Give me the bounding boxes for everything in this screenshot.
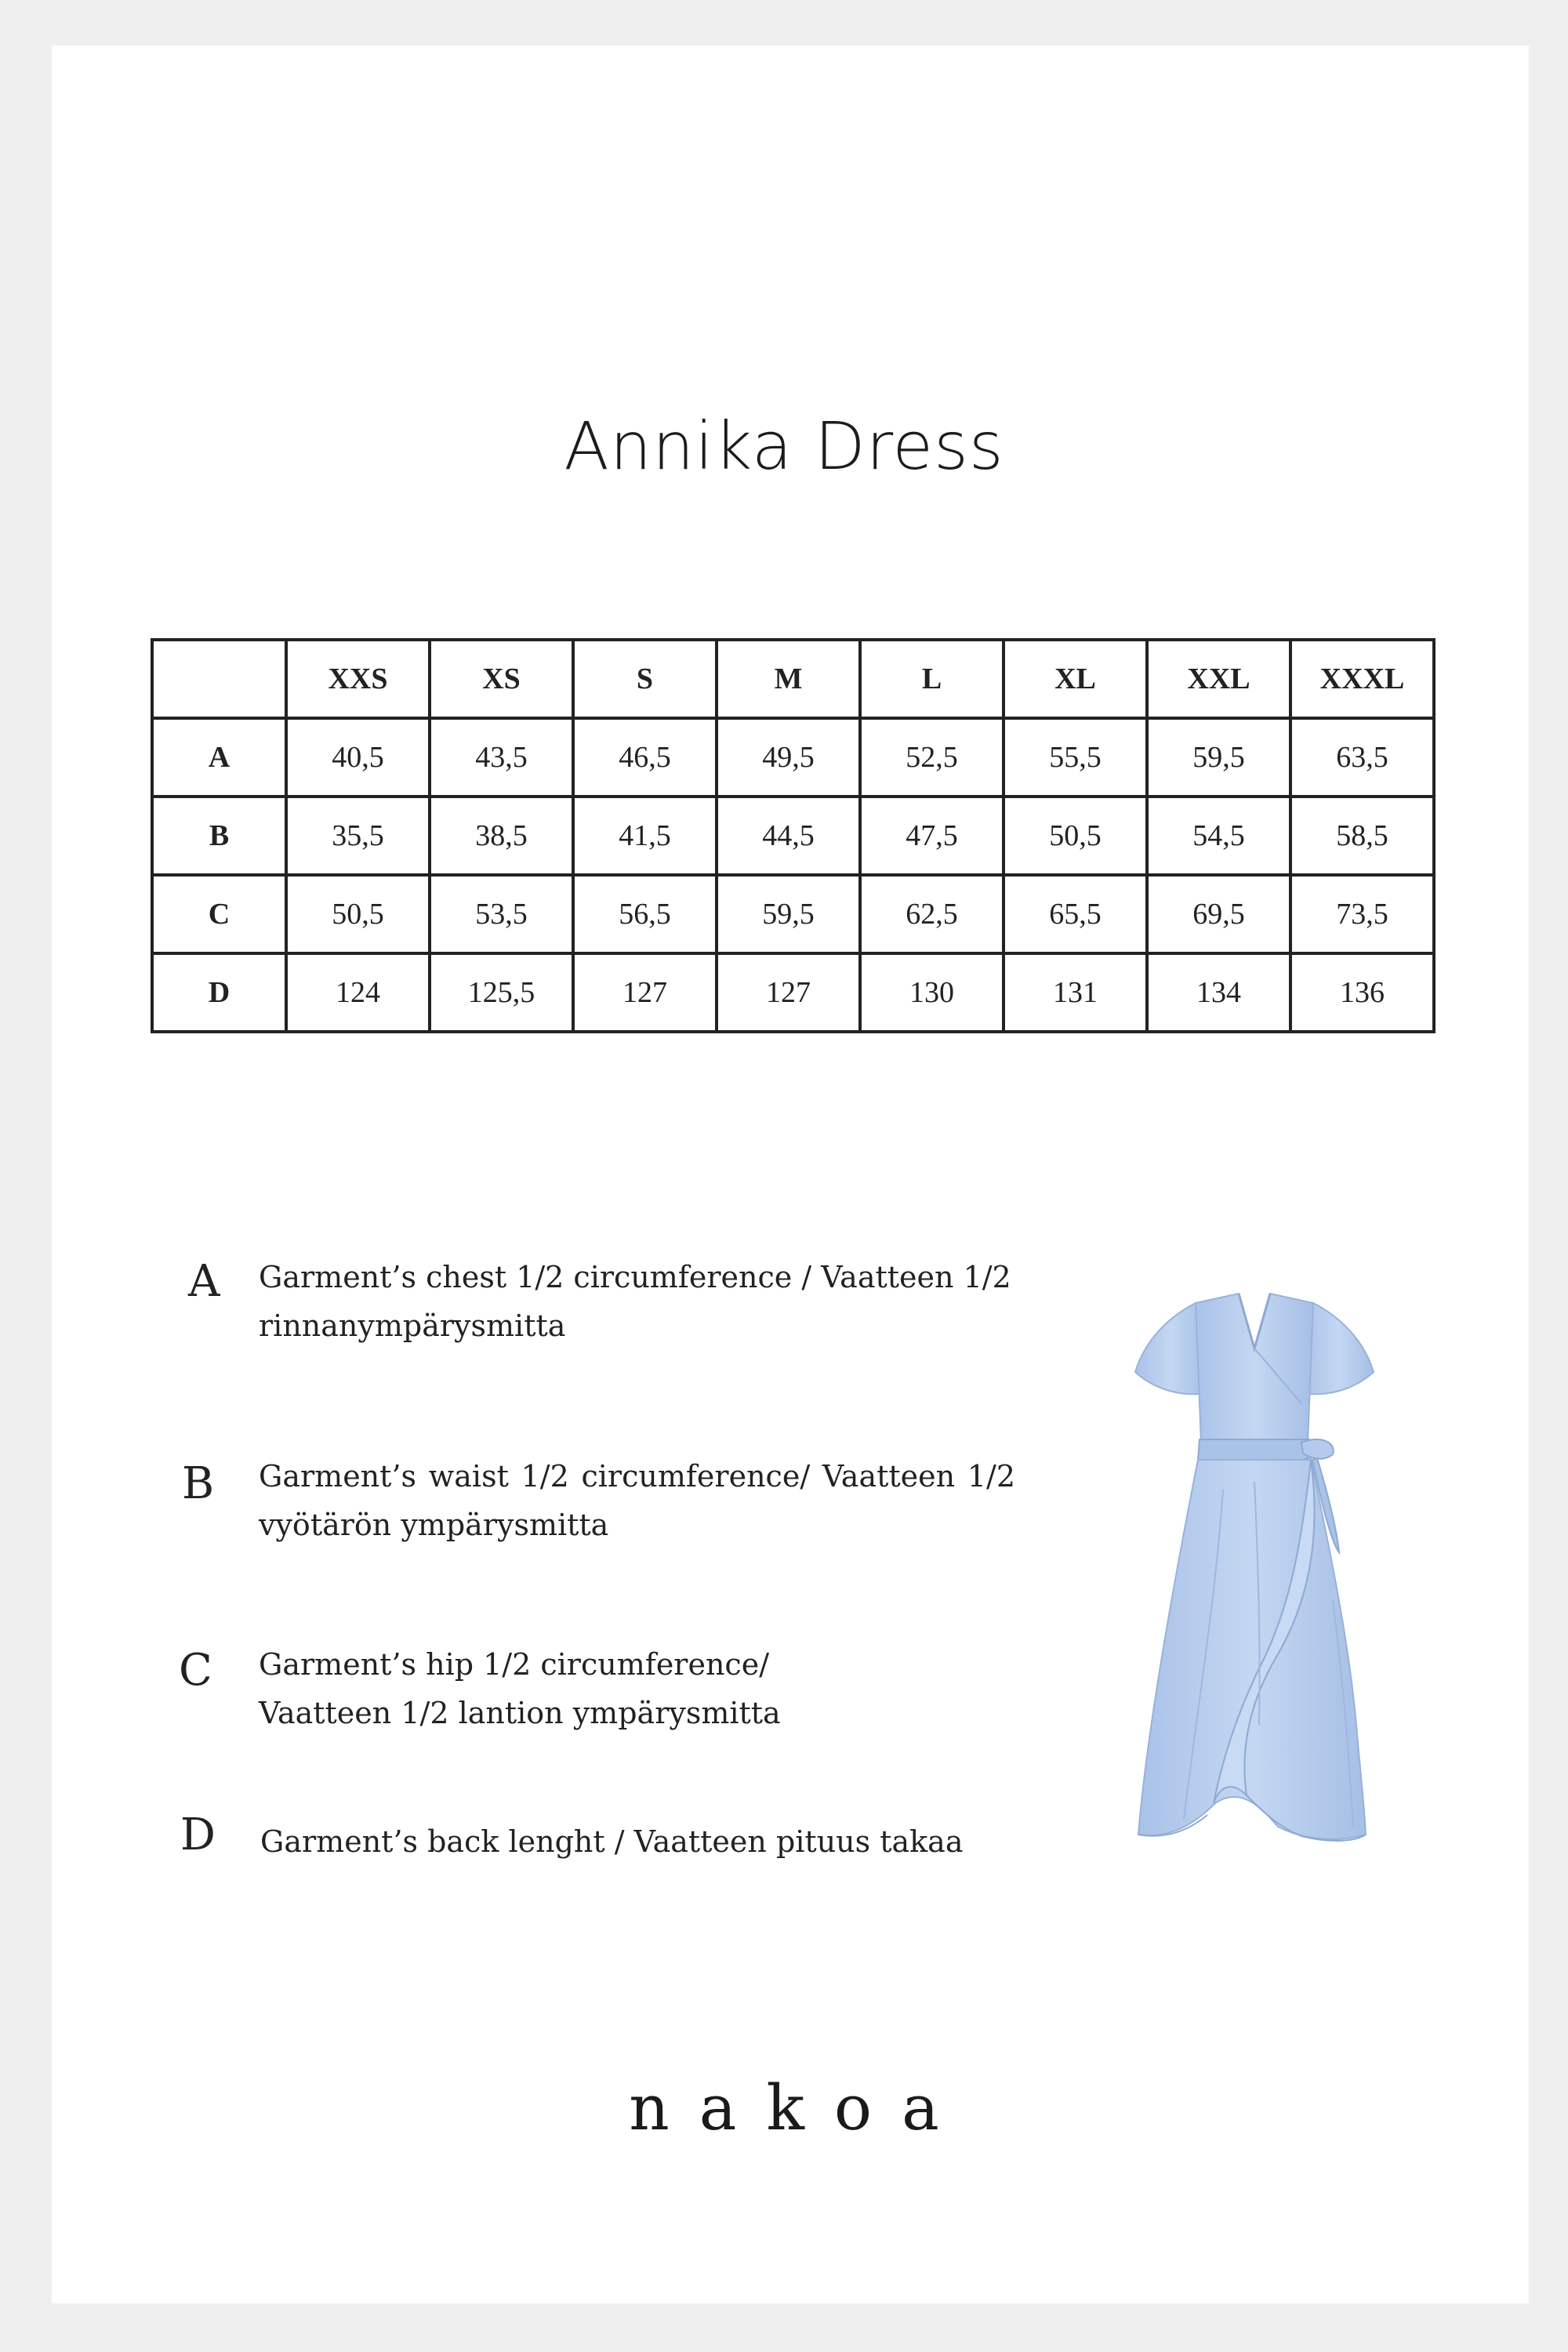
dress-bodice — [1196, 1294, 1313, 1443]
table-row — [152, 797, 1434, 875]
dress-bow — [1301, 1439, 1334, 1459]
table-cell: 43,5 — [430, 718, 573, 797]
table-cell: 73,5 — [1290, 875, 1434, 953]
table-cell: 65,5 — [1004, 875, 1147, 953]
page-card — [52, 45, 1529, 2303]
page-title: Annika Dress — [564, 408, 1004, 485]
table-row-label: D — [152, 953, 286, 1032]
table-cell: 62,5 — [860, 875, 1004, 953]
table-header-size: XXL — [1147, 640, 1290, 718]
table-cell: 59,5 — [717, 875, 860, 953]
legend-letter-c: C — [179, 1645, 212, 1696]
table-cell: 55,5 — [1004, 718, 1147, 797]
table-cell: 47,5 — [860, 797, 1004, 875]
table-cell: 130 — [860, 953, 1004, 1032]
table-cell: 49,5 — [717, 718, 860, 797]
legend-letter-a: A — [188, 1256, 220, 1307]
legend-line: Garment’s chest 1/2 circumference / Vaatteen 1/2 — [259, 1260, 1011, 1294]
legend-line: Vaatteen 1/2 lantion ympärysmitta — [259, 1696, 781, 1730]
table-cell: 63,5 — [1290, 718, 1434, 797]
brand-logo: nakoa — [629, 2071, 969, 2144]
legend-line: rinnanympärysmitta — [259, 1308, 566, 1343]
table-row-label: C — [152, 875, 286, 953]
table-header-size: XL — [1004, 640, 1147, 718]
table-cell: 41,5 — [573, 797, 717, 875]
legend-text-d — [260, 1817, 1017, 1866]
table-header-size: S — [573, 640, 717, 718]
legend-letter-d: D — [180, 1809, 216, 1860]
table-row — [152, 718, 1434, 797]
table-cell: 50,5 — [286, 875, 430, 953]
table-cell: 127 — [717, 953, 860, 1032]
legend-letter-b: B — [182, 1458, 215, 1509]
legend-text-a — [259, 1253, 1015, 1350]
table-cell: 134 — [1147, 953, 1290, 1032]
table-cell: 46,5 — [573, 718, 717, 797]
table-row — [152, 875, 1434, 953]
table-cell: 56,5 — [573, 875, 717, 953]
table-cell: 44,5 — [717, 797, 860, 875]
dress-belt — [1198, 1439, 1311, 1460]
table-header-size: XXS — [286, 640, 430, 718]
legend-line: Garment’s back lenght / Vaatteen pituus takaa — [260, 1824, 964, 1859]
table-cell: 136 — [1290, 953, 1434, 1032]
table-cell: 69,5 — [1147, 875, 1290, 953]
dress-left-sleeve — [1135, 1303, 1206, 1394]
table-header-size: XS — [430, 640, 573, 718]
table-header-size: L — [860, 640, 1004, 718]
table-row — [152, 953, 1434, 1032]
dress-image — [1121, 1286, 1388, 1850]
table-cell: 52,5 — [860, 718, 1004, 797]
table-cell: 131 — [1004, 953, 1147, 1032]
table-cell: 58,5 — [1290, 797, 1434, 875]
legend-line: Garment’s waist 1/2 circumference/ Vaatteen 1/2 — [259, 1459, 1015, 1494]
legend-text-c — [259, 1640, 1015, 1737]
table-cell: 59,5 — [1147, 718, 1290, 797]
table-header-row — [152, 640, 1434, 718]
table-cell: 54,5 — [1147, 797, 1290, 875]
table-cell: 125,5 — [430, 953, 573, 1032]
table-cell: 127 — [573, 953, 717, 1032]
table-header-size: M — [717, 640, 860, 718]
table-cell: 50,5 — [1004, 797, 1147, 875]
table-header-size: XXXL — [1290, 640, 1434, 718]
table-cell: 35,5 — [286, 797, 430, 875]
table-cell: 53,5 — [430, 875, 573, 953]
table-cell: 124 — [286, 953, 430, 1032]
dress-right-sleeve — [1303, 1303, 1374, 1394]
table-cell: 40,5 — [286, 718, 430, 797]
legend-text-b — [259, 1452, 1015, 1549]
table-header-corner — [152, 640, 286, 718]
legend-line: vyötärön ympärysmitta — [259, 1508, 609, 1542]
table-row-label: B — [152, 797, 286, 875]
table-row-label: A — [152, 718, 286, 797]
table-cell: 38,5 — [430, 797, 573, 875]
legend-line: Garment’s hip 1/2 circumference/ — [259, 1647, 770, 1682]
size-table — [151, 638, 1436, 1033]
